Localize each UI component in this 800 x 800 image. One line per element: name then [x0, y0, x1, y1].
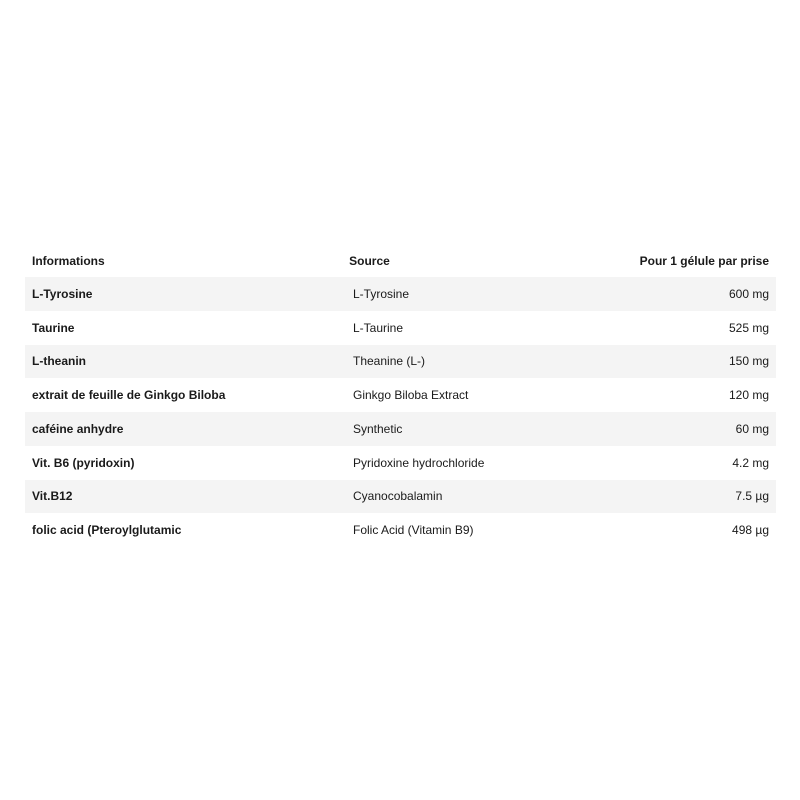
- table-row: [25, 378, 776, 412]
- table-row: [25, 412, 776, 446]
- row-info: Taurine: [32, 320, 75, 335]
- table-row: [25, 446, 776, 480]
- row-info: folic acid (Pteroylglutamic: [32, 523, 182, 538]
- row-info: L-Tyrosine: [32, 286, 93, 301]
- nutrition-table: [25, 244, 776, 547]
- header-informations: Informations: [32, 253, 105, 268]
- row-source: Pyridoxine hydrochloride: [353, 455, 485, 470]
- row-amount: 120 mg: [728, 388, 769, 403]
- row-source: Folic Acid (Vitamin B9): [353, 523, 474, 538]
- table-header: [25, 244, 776, 277]
- row-info: caféine anhydre: [32, 421, 124, 436]
- row-amount: 600 mg: [728, 286, 769, 301]
- table-row: [25, 513, 776, 547]
- row-source: L-Tyrosine: [353, 286, 410, 301]
- row-amount: 525 mg: [728, 320, 769, 335]
- row-amount: 498 µg: [732, 523, 769, 538]
- table-row: [25, 345, 776, 379]
- row-info: Vit.B12: [32, 489, 73, 504]
- row-source: Cyanocobalamin: [353, 489, 443, 504]
- row-source: Theanine (L-): [353, 354, 426, 369]
- row-info: L-theanin: [32, 354, 86, 369]
- row-source: L-Taurine: [353, 320, 404, 335]
- row-amount: 60 mg: [735, 421, 769, 436]
- row-amount: 7.5 µg: [735, 489, 769, 504]
- row-source: Synthetic: [353, 421, 403, 436]
- table-row: [25, 311, 776, 345]
- row-source: Ginkgo Biloba Extract: [353, 388, 469, 403]
- table-row: [25, 480, 776, 514]
- row-amount: 4.2 mg: [732, 455, 769, 470]
- row-info: extrait de feuille de Ginkgo Biloba: [32, 388, 226, 403]
- row-info: Vit. B6 (pyridoxin): [32, 455, 135, 470]
- table-row: [25, 277, 776, 311]
- header-source: Source: [349, 253, 390, 268]
- row-amount: 150 mg: [728, 354, 769, 369]
- header-amount: Pour 1 gélule par prise: [639, 253, 769, 268]
